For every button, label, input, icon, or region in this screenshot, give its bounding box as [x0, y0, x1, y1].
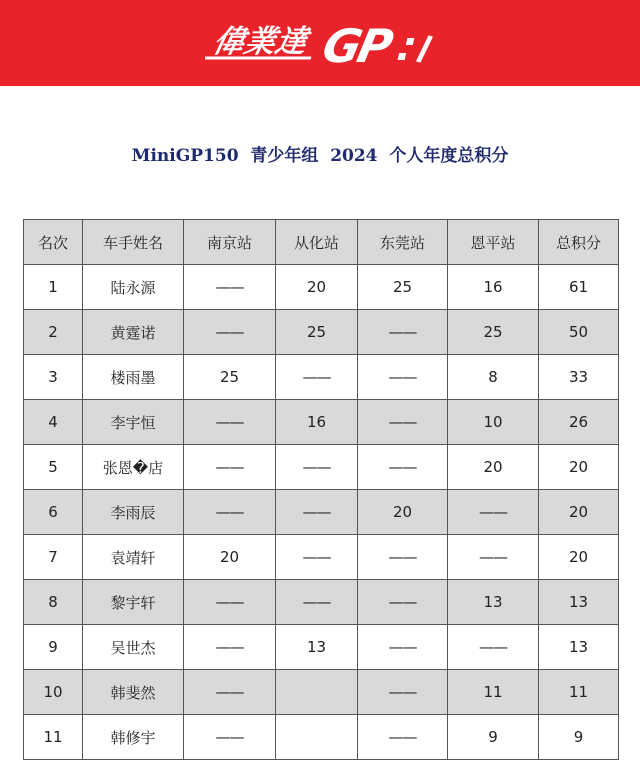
cell-nanjing: —— — [184, 625, 276, 670]
standings-table — [23, 219, 619, 760]
cell-nanjing: —— — [184, 490, 276, 535]
cell-enping: 9 — [448, 715, 539, 760]
cell-rider-name: 李宇恒 — [83, 400, 184, 445]
cell-total: 9 — [539, 715, 619, 760]
table-row — [24, 400, 619, 445]
cell-enping: 13 — [448, 580, 539, 625]
cell-total: 61 — [539, 265, 619, 310]
cell-rank: 1 — [24, 265, 83, 310]
cell-dongguan: 20 — [358, 490, 448, 535]
cell-nanjing: 20 — [184, 535, 276, 580]
table-row — [24, 265, 619, 310]
table-row — [24, 715, 619, 760]
cell-rider-name: 吴世杰 — [83, 625, 184, 670]
cell-nanjing: —— — [184, 400, 276, 445]
table-row — [24, 625, 619, 670]
cell-rank: 10 — [24, 670, 83, 715]
cell-enping: —— — [448, 535, 539, 580]
cell-conghua: 13 — [276, 625, 358, 670]
cell-dongguan: —— — [358, 400, 448, 445]
cell-total: 20 — [539, 535, 619, 580]
cell-conghua: 20 — [276, 265, 358, 310]
table-row — [24, 535, 619, 580]
header-conghua: 从化站 — [276, 220, 358, 265]
cell-total: 20 — [539, 445, 619, 490]
cell-dongguan: —— — [358, 715, 448, 760]
cell-total: 50 — [539, 310, 619, 355]
cell-dongguan: —— — [358, 535, 448, 580]
cell-rider-name: 袁靖轩 — [83, 535, 184, 580]
header-dongguan: 东莞站 — [358, 220, 448, 265]
cell-conghua: —— — [276, 445, 358, 490]
cell-enping: 11 — [448, 670, 539, 715]
header-total: 总积分 — [539, 220, 619, 265]
header-rider-name: 车手姓名 — [83, 220, 184, 265]
cell-rank: 7 — [24, 535, 83, 580]
table-row — [24, 580, 619, 625]
cell-enping: 16 — [448, 265, 539, 310]
cell-rank: 9 — [24, 625, 83, 670]
cell-rank: 5 — [24, 445, 83, 490]
cell-nanjing: —— — [184, 310, 276, 355]
brand-logo — [205, 16, 455, 74]
table-row — [24, 355, 619, 400]
cell-conghua — [276, 670, 358, 715]
cell-rider-name: 黄霆诺 — [83, 310, 184, 355]
svg-text:GP: GP — [317, 19, 395, 73]
cell-enping: 10 — [448, 400, 539, 445]
page-title: MiniGP150 青少年组 2024 个人年度总积分 — [131, 146, 509, 166]
cell-rider-name: 黎宇轩 — [83, 580, 184, 625]
cell-enping: 8 — [448, 355, 539, 400]
cell-nanjing: —— — [184, 445, 276, 490]
cell-rank: 11 — [24, 715, 83, 760]
cell-dongguan: —— — [358, 310, 448, 355]
cell-dongguan: —— — [358, 445, 448, 490]
cell-conghua: —— — [276, 535, 358, 580]
cell-rank: 6 — [24, 490, 83, 535]
cell-conghua: —— — [276, 490, 358, 535]
header-rank: 名次 — [24, 220, 83, 265]
cell-enping: —— — [448, 625, 539, 670]
header-banner — [0, 0, 640, 86]
cell-conghua: 25 — [276, 310, 358, 355]
table-row — [24, 310, 619, 355]
cell-enping: —— — [448, 490, 539, 535]
cell-rank: 8 — [24, 580, 83, 625]
cell-dongguan: 25 — [358, 265, 448, 310]
header-nanjing: 南京站 — [184, 220, 276, 265]
cell-rank: 3 — [24, 355, 83, 400]
cell-rider-name: 李雨辰 — [83, 490, 184, 535]
cell-total: 13 — [539, 580, 619, 625]
cell-total: 11 — [539, 670, 619, 715]
cell-rank: 4 — [24, 400, 83, 445]
cell-total: 20 — [539, 490, 619, 535]
cell-rider-name: 楼雨墨 — [83, 355, 184, 400]
cell-conghua: —— — [276, 580, 358, 625]
gp-logo-icon — [205, 16, 455, 74]
cell-rider-name: 张恩�店 — [83, 445, 184, 490]
cell-total: 26 — [539, 400, 619, 445]
table-row — [24, 670, 619, 715]
cell-rank: 2 — [24, 310, 83, 355]
cell-nanjing: —— — [184, 580, 276, 625]
cell-dongguan: —— — [358, 670, 448, 715]
cell-nanjing: —— — [184, 715, 276, 760]
cell-nanjing: —— — [184, 670, 276, 715]
cell-dongguan: —— — [358, 625, 448, 670]
table-header-row — [24, 220, 619, 265]
cell-dongguan: —— — [358, 355, 448, 400]
cell-total: 13 — [539, 625, 619, 670]
cell-rider-name: 陆永源 — [83, 265, 184, 310]
cell-conghua — [276, 715, 358, 760]
table-row — [24, 445, 619, 490]
cell-enping: 20 — [448, 445, 539, 490]
table-row — [24, 490, 619, 535]
cell-nanjing: 25 — [184, 355, 276, 400]
cell-rider-name: 韩修宇 — [83, 715, 184, 760]
svg-text:偉業達: 偉業達 — [209, 24, 311, 60]
cell-enping: 25 — [448, 310, 539, 355]
cell-dongguan: —— — [358, 580, 448, 625]
cell-nanjing: —— — [184, 265, 276, 310]
cell-conghua: —— — [276, 355, 358, 400]
cell-conghua: 16 — [276, 400, 358, 445]
header-enping: 恩平站 — [448, 220, 539, 265]
cell-total: 33 — [539, 355, 619, 400]
cell-rider-name: 韩斐然 — [83, 670, 184, 715]
